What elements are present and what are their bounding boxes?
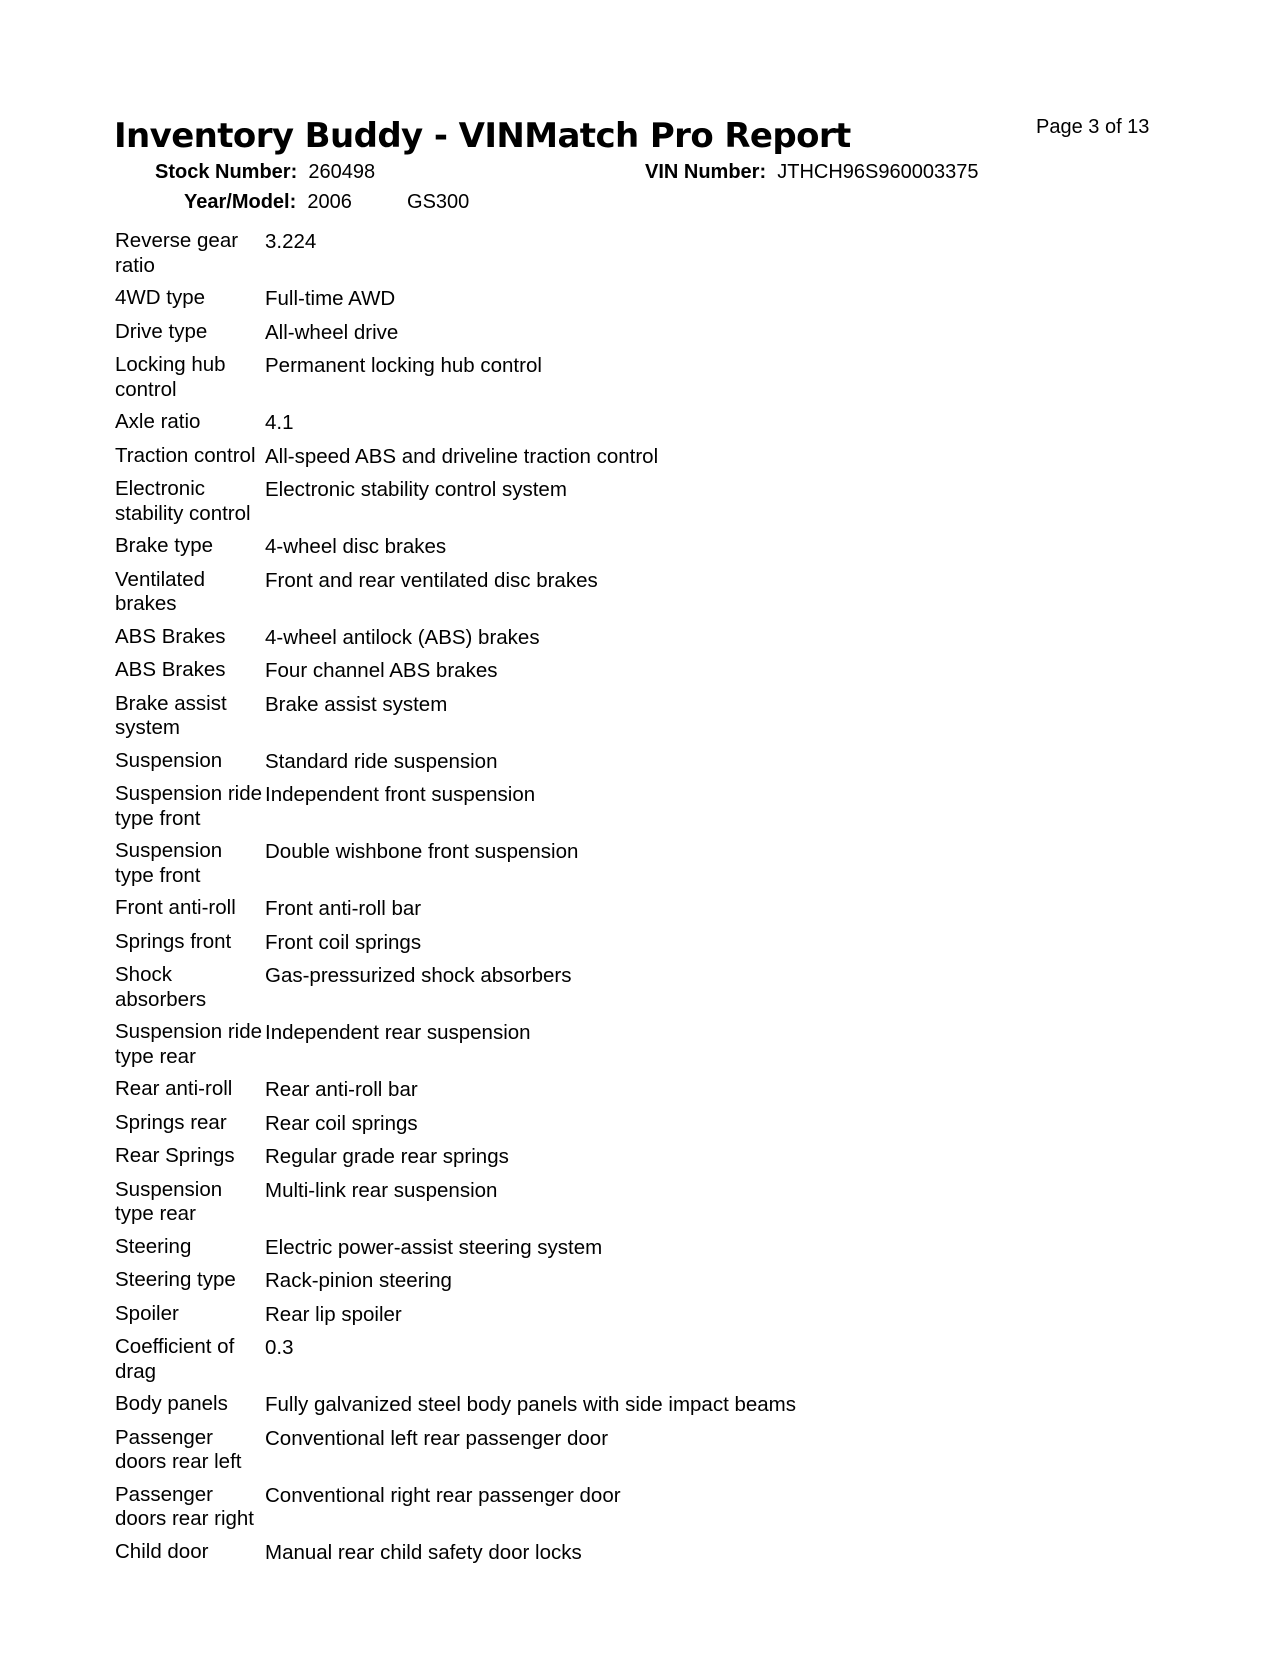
spec-label: Coefficient of drag (115, 1335, 235, 1383)
spec-label: Passenger doors rear right (115, 1482, 255, 1530)
spec-label: Drive type (115, 319, 208, 343)
spec-label: Suspension ride type front (115, 782, 263, 830)
spec-value: 4-wheel antilock (ABS) brakes (265, 625, 540, 649)
spec-row (115, 320, 875, 346)
year-model-label: Year/Model: (184, 191, 297, 213)
page-number: Page 3 of 13 (1036, 116, 1150, 138)
spec-value: Front and rear ventilated disc brakes (265, 568, 598, 592)
spec-row (115, 625, 875, 651)
spec-value: Manual rear child safety door locks (265, 1540, 582, 1564)
spec-value: 4.1 (265, 411, 294, 434)
spec-value: Double wishbone front suspension (265, 840, 579, 863)
spec-label: ABS Brakes (115, 658, 226, 681)
spec-row (115, 410, 875, 436)
spec-label: Locking hub control (115, 353, 226, 401)
spec-label: Steering type (115, 1268, 236, 1291)
spec-label: 4WD type (115, 286, 205, 309)
spec-label: Ventilated brakes (115, 567, 206, 615)
spec-row (115, 896, 875, 922)
year-value: 2006 (307, 191, 352, 213)
spec-label: Springs front (115, 929, 232, 953)
spec-row (115, 1111, 875, 1137)
spec-value: Independent rear suspension (265, 1021, 531, 1044)
spec-label: Axle ratio (115, 410, 201, 433)
spec-value: Electronic stability control system (265, 478, 567, 501)
spec-row (115, 286, 875, 312)
spec-value: Independent front suspension (265, 783, 536, 806)
stock-number-line (155, 160, 375, 184)
spec-label: Spoiler (115, 1301, 179, 1325)
spec-row (115, 1268, 875, 1294)
spec-value: Rear lip spoiler (265, 1302, 402, 1326)
year-model-line (184, 190, 469, 214)
spec-label: Traction control (115, 443, 256, 467)
spec-label: Springs rear (115, 1110, 227, 1134)
spec-label: Brake assist system (115, 691, 227, 739)
spec-value: Rear coil springs (265, 1111, 418, 1135)
spec-row (115, 568, 875, 617)
spec-row (115, 444, 875, 470)
spec-label: Rear anti-roll (115, 1077, 233, 1100)
spec-row (115, 353, 875, 402)
spec-label: Passenger doors rear left (115, 1425, 242, 1473)
spec-row (115, 1540, 875, 1566)
model-value: GS300 (407, 191, 470, 213)
spec-value: Fully galvanized steel body panels with side impact beams (265, 1393, 796, 1416)
spec-label: Shock absorbers (115, 963, 207, 1011)
spec-row (115, 1178, 875, 1227)
spec-row (115, 1426, 875, 1475)
spec-label: Suspension type front (115, 839, 223, 887)
spec-value: Rear anti-roll bar (265, 1078, 418, 1101)
spec-row (115, 930, 875, 956)
spec-value: 0.3 (265, 1336, 294, 1359)
spec-label: Suspension type rear (115, 1177, 223, 1225)
spec-row (115, 477, 875, 526)
spec-value: Front anti-roll bar (265, 897, 422, 920)
spec-value: Gas-pressurized shock absorbers (265, 964, 572, 987)
spec-value: Standard ride suspension (265, 749, 498, 773)
stock-number-value: 260498 (308, 161, 376, 183)
spec-row (115, 229, 875, 278)
stock-number-label: Stock Number: (155, 161, 298, 183)
spec-row (115, 1235, 875, 1261)
spec-label: Suspension ride type rear (115, 1020, 263, 1068)
spec-row (115, 1392, 875, 1418)
vin-number-line (645, 160, 979, 184)
spec-label: ABS Brakes (115, 624, 226, 648)
spec-value: Electric power-assist steering system (265, 1235, 603, 1259)
spec-row (115, 963, 875, 1012)
spec-value: Conventional right rear passenger door (265, 1483, 621, 1507)
spec-value: Multi-link rear suspension (265, 1178, 498, 1202)
spec-value: Brake assist system (265, 692, 448, 716)
spec-label: Body panels (115, 1392, 228, 1415)
spec-value: 3.224 (265, 230, 317, 253)
vin-number-label: VIN Number: (645, 161, 767, 183)
spec-value: Conventional left rear passenger door (265, 1426, 609, 1450)
report-title: Inventory Buddy - VINMatch Pro Report (114, 116, 851, 156)
spec-row (115, 1077, 875, 1103)
spec-value: Front coil springs (265, 930, 422, 954)
spec-row (115, 782, 875, 831)
spec-label: Suspension (115, 748, 223, 772)
spec-table (115, 229, 875, 1573)
spec-row (115, 1144, 875, 1170)
spec-value: Full-time AWD (265, 287, 396, 310)
spec-row (115, 1020, 875, 1069)
spec-value: All-wheel drive (265, 320, 399, 344)
spec-value: All-speed ABS and driveline traction control (265, 444, 659, 468)
spec-value: 4-wheel disc brakes (265, 535, 447, 558)
spec-label: Steering (115, 1234, 192, 1258)
spec-row (115, 749, 875, 775)
spec-label: Electronic stability control (115, 477, 251, 525)
vin-number-value: JTHCH96S960003375 (777, 161, 979, 183)
spec-row (115, 1335, 875, 1384)
spec-row (115, 839, 875, 888)
spec-label: Brake type (115, 534, 213, 557)
spec-value: Permanent locking hub control (265, 354, 542, 377)
spec-label: Front anti-roll (115, 896, 236, 919)
spec-label: Reverse gear ratio (115, 229, 239, 277)
spec-row (115, 658, 875, 684)
spec-value: Four channel ABS brakes (265, 659, 498, 682)
spec-value: Rack-pinion steering (265, 1269, 452, 1292)
spec-row (115, 692, 875, 741)
spec-value: Regular grade rear springs (265, 1145, 509, 1168)
spec-label: Child door (115, 1539, 209, 1563)
spec-row (115, 1302, 875, 1328)
spec-row (115, 534, 875, 560)
spec-row (115, 1483, 875, 1532)
spec-label: Rear Springs (115, 1144, 235, 1167)
